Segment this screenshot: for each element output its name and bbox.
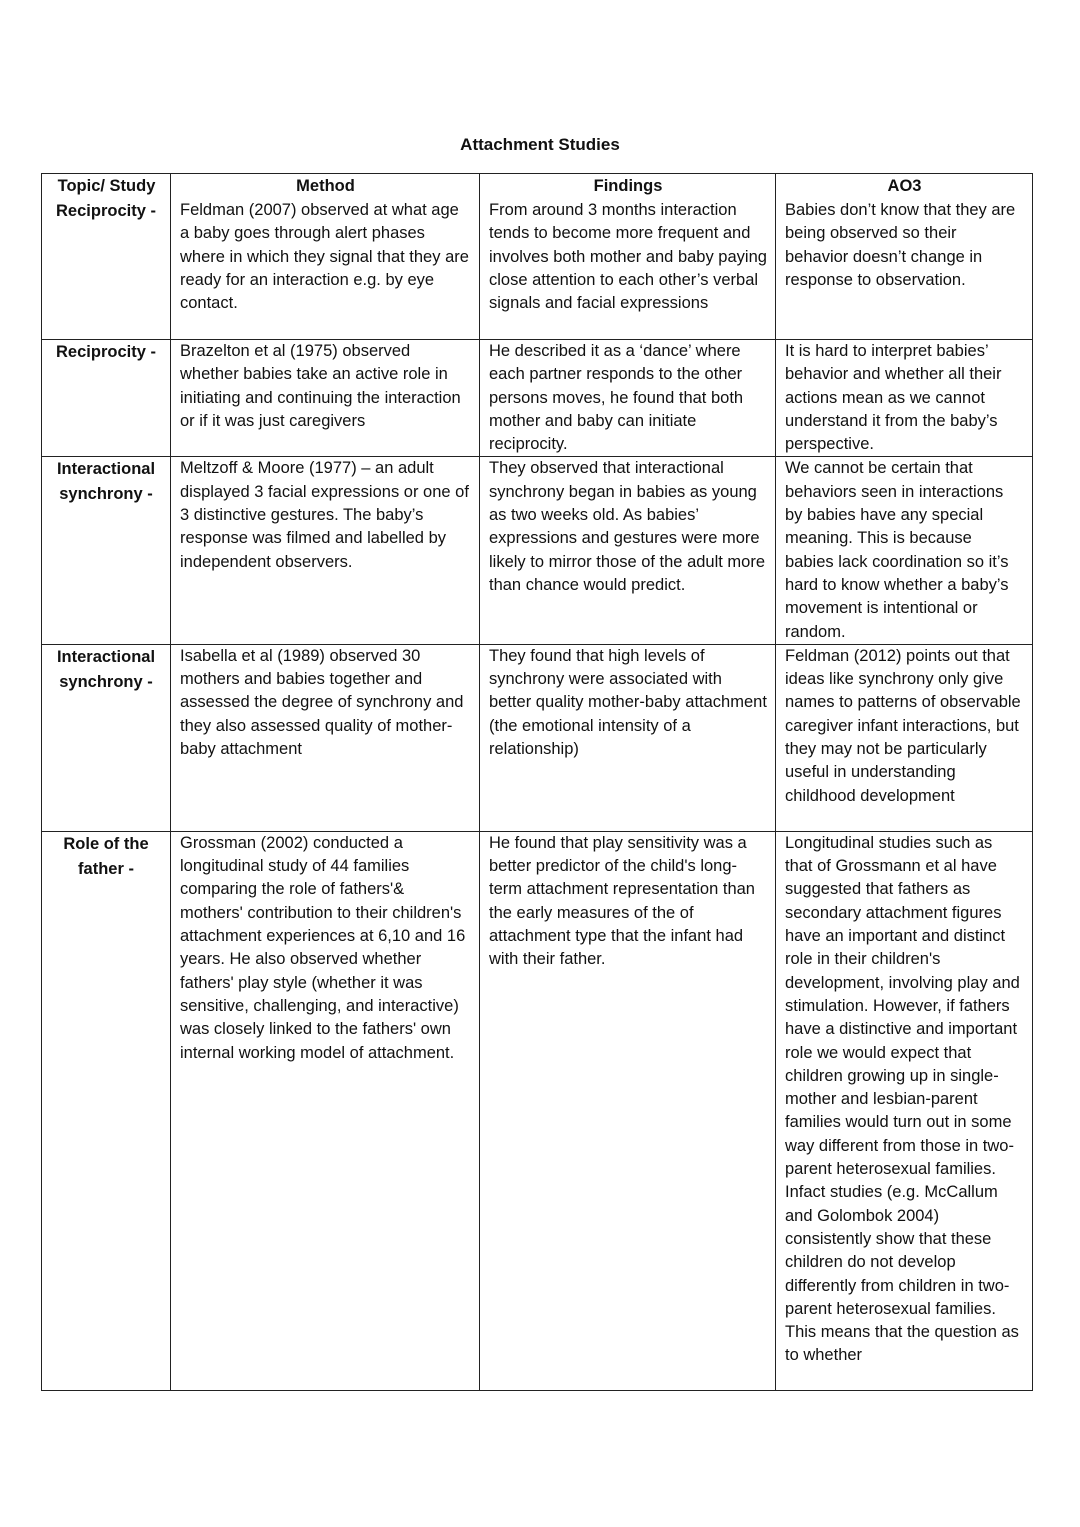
findings-cell: They observed that interactional synchrony began in babies as young as two weeks old. As babies’ expressions and gestures were more likely to mirror those of the adult more than chance would predict.: [480, 457, 776, 644]
findings-cell: From around 3 months interaction tends to become more frequent and involves both mother and baby paying close attention to each other’s verbal signals and facial expressions: [480, 199, 776, 340]
table-row: [42, 199, 1033, 340]
method-cell: Isabella et al (1989) observed 30 mothers and babies together and assessed the degree of synchrony and they also assessed quality of mother-baby attachment: [171, 644, 480, 831]
topic-cell: Interactional synchrony -: [42, 644, 171, 831]
table-row: [42, 644, 1033, 831]
header-ao3: AO3: [776, 174, 1033, 200]
topic-cell: Reciprocity -: [42, 340, 171, 457]
method-cell: Meltzoff & Moore (1977) – an adult displayed 3 facial expressions or one of 3 distinctive gestures. The baby’s response was filmed and labelled by independent observers.: [171, 457, 480, 644]
attachment-studies-table: [41, 173, 1033, 1391]
header-method: Method: [171, 174, 480, 200]
ao3-cell: Babies don’t know that they are being observed so their behavior doesn’t change in response to observation.: [776, 199, 1033, 340]
ao3-cell: We cannot be certain that behaviors seen in interactions by babies have any special meaning. This is because babies lack coordination so it’s hard to know whether a baby’s movement is intentional or random.: [776, 457, 1033, 644]
table-row: [42, 457, 1033, 644]
ao3-cell: Longitudinal studies such as that of Grossmann et al have suggested that fathers as secondary attachment figures have an important and distinct role in their children's development, involving play and stimulation. However, if fathers have a distinctive and important role we would expect that children growing up in single-mother and lesbian-parent families would turn out in some way different from those in two-parent heterosexual families. Infact studies (e.g. McCallum and Golombok 2004) consistently show that these children do not develop differently from children in two-parent heterosexual families. This means that the question as to whether: [776, 831, 1033, 1390]
ao3-cell: It is hard to interpret babies’ behavior and whether all their actions mean as we cannot understand it from the baby’s perspective.: [776, 340, 1033, 457]
findings-cell: He described it as a ‘dance’ where each partner responds to the other persons moves, he found that both mother and baby can initiate reciprocity.: [480, 340, 776, 457]
method-cell: Feldman (2007) observed at what age a baby goes through alert phases where in which they signal that they are ready for an interaction e.g. by eye contact.: [171, 199, 480, 340]
table-row: [42, 831, 1033, 1390]
table-row: [42, 340, 1033, 457]
topic-cell: Interactional synchrony -: [42, 457, 171, 644]
header-findings: Findings: [480, 174, 776, 200]
ao3-cell: Feldman (2012) points out that ideas like synchrony only give names to patterns of observable caregiver infant interactions, but they may not be particularly useful in understanding childhood development: [776, 644, 1033, 831]
findings-cell: They found that high levels of synchrony were associated with better quality mother-baby attachment (the emotional intensity of a relationship): [480, 644, 776, 831]
topic-cell: Role of the father -: [42, 831, 171, 1390]
table-header-row: [42, 174, 1033, 200]
page-title: Attachment Studies: [460, 135, 620, 154]
findings-cell: He found that play sensitivity was a better predictor of the child's long-term attachment representation than the early measures of the of attachment type that the infant had with their father.: [480, 831, 776, 1390]
topic-cell: Reciprocity -: [42, 199, 171, 340]
header-topic: Topic/ Study: [42, 174, 171, 200]
method-cell: Grossman (2002) conducted a longitudinal study of 44 families comparing the role of fathers'& mothers' contribution to their children's attachment experiences at 6,10 and 16 years. He also observed whether fathers' play style (whether it was sensitive, challenging, and interactive) was closely linked to the fathers' own internal working model of attachment.: [171, 831, 480, 1390]
method-cell: Brazelton et al (1975) observed whether babies take an active role in initiating and continuing the interaction or if it was just caregivers: [171, 340, 480, 457]
